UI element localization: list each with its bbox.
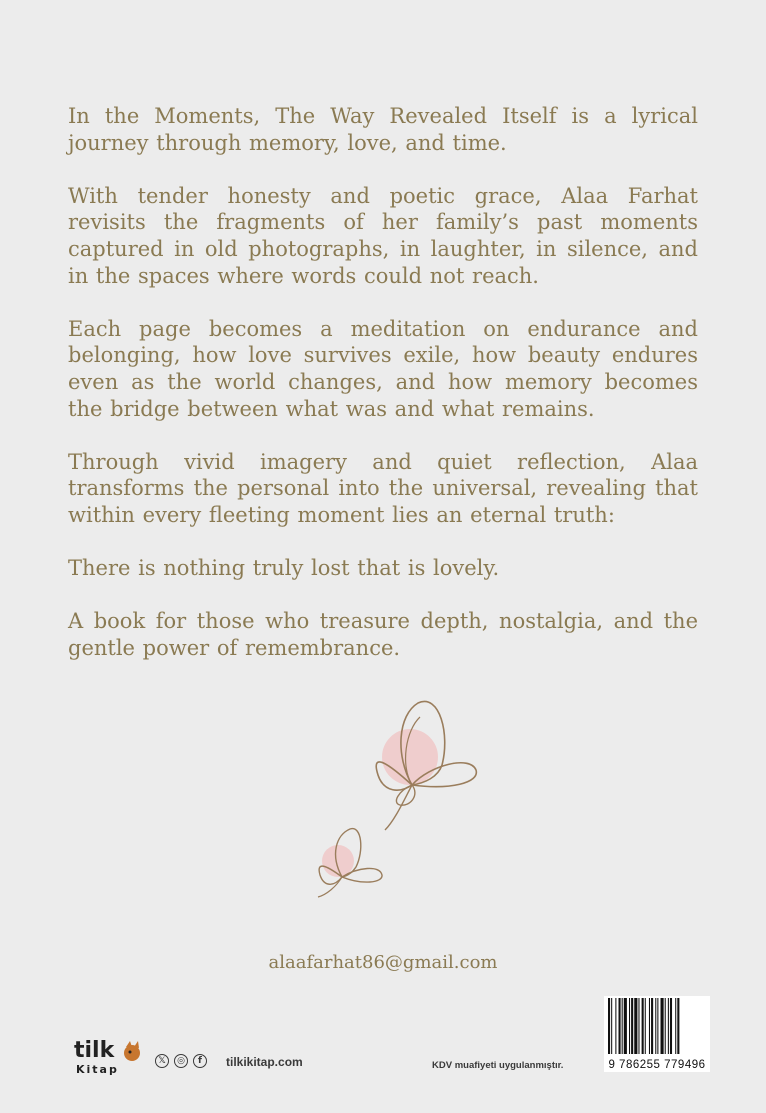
social-links	[155, 1054, 207, 1068]
butterflies-illustration	[300, 695, 490, 915]
tax-exemption-note: KDV muafiyeti uygulanmıştır.	[432, 1060, 564, 1071]
barcode-bar	[675, 998, 676, 1054]
barcode-bar	[665, 998, 666, 1054]
blurb-paragraph-2: With tender honesty and poetic grace, Alaa Farhat revisits the fragments of her family’s past moments captured in old photographs, in laughter, in silence, and in the spaces where words could not reach.	[68, 183, 698, 288]
barcode-bar	[642, 998, 644, 1054]
barcode-bar	[624, 998, 627, 1054]
author-email: alaafarhat86@gmail.com	[268, 952, 498, 973]
barcode-bar	[638, 998, 639, 1054]
isbn-number: 9 786255 779496	[608, 1059, 706, 1071]
barcode-bar	[615, 998, 616, 1054]
barcode-bar	[629, 998, 630, 1054]
barcode-bar	[622, 998, 623, 1054]
tilki-kitap-logo	[74, 1033, 144, 1075]
large-butterfly-icon	[376, 701, 476, 830]
barcode-bar	[661, 998, 664, 1054]
barcode-bar	[634, 998, 637, 1054]
barcode-bar	[668, 998, 669, 1054]
facebook-icon[interactable]: f	[193, 1054, 207, 1068]
back-cover-blurb	[68, 103, 698, 688]
barcode-bar	[645, 998, 646, 1054]
barcode-bar	[677, 998, 679, 1054]
barcode-bar	[619, 998, 621, 1054]
blurb-paragraph-1: In the Moments, The Way Revealed Itself is a lyrical journey through memory, love, and time.	[68, 104, 698, 155]
barcode-bar	[651, 998, 653, 1054]
barcode-bar	[657, 998, 658, 1054]
barcode-bar	[655, 998, 656, 1054]
small-butterfly-icon	[318, 829, 382, 897]
x-icon[interactable]: 𝕏	[155, 1054, 169, 1068]
barcode-bar	[631, 998, 633, 1054]
publisher-footer	[0, 1025, 766, 1085]
barcode-bar	[611, 998, 612, 1054]
blurb-paragraph-5: There is nothing truly lost that is lovely.	[68, 556, 500, 581]
blurb-paragraph-6: A book for those who treasure depth, nostalgia, and the gentle power of remembrance.	[68, 609, 698, 660]
logo-top-text: tilk	[74, 1038, 115, 1063]
logo-bottom-text: Kitap	[76, 1063, 119, 1075]
barcode-bars	[604, 996, 710, 1056]
publisher-website[interactable]: tilkikitap.com	[226, 1055, 303, 1069]
barcode-bar	[670, 998, 672, 1054]
instagram-icon[interactable]: ◎	[174, 1054, 188, 1068]
blurb-paragraph-3: Each page becomes a meditation on endurance and belonging, how love survives exile, how beauty endures even as the world changes, and how memory becomes the bridge between what was and what remains.	[68, 316, 698, 421]
blurb-paragraph-4: Through vivid imagery and quiet reflection, Alaa transforms the personal into the universal, revealing that within every fleeting moment lies an eternal truth:	[68, 449, 698, 527]
barcode-bar	[649, 998, 650, 1054]
isbn-barcode	[604, 996, 710, 1072]
barcode-bar	[608, 998, 610, 1054]
